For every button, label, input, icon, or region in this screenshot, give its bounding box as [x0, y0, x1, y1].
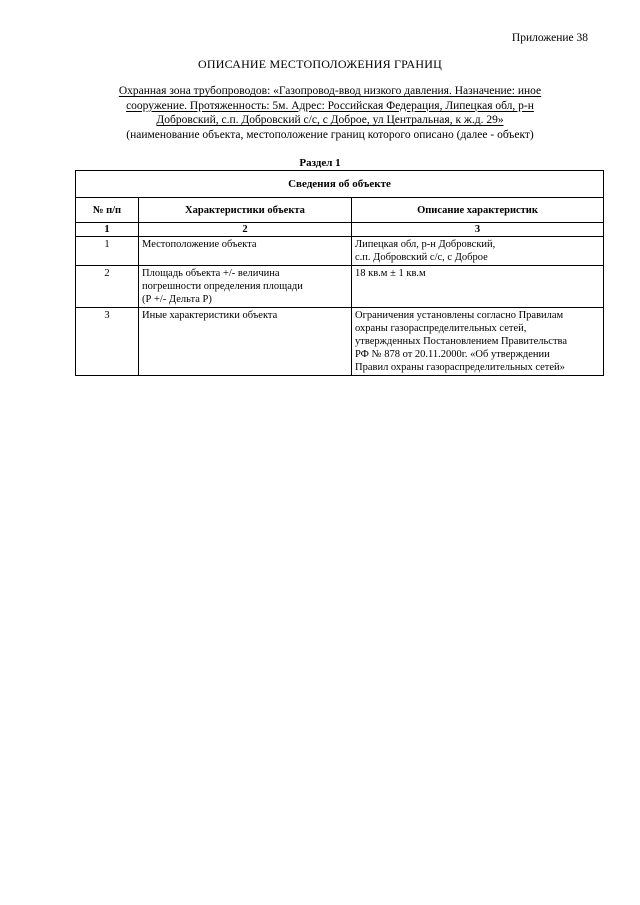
cell-line: с.п. Добровский с/с, с Доброе	[355, 252, 488, 263]
cell-line: 18 кв.м ± 1 кв.м	[355, 268, 426, 279]
row-description	[352, 308, 604, 376]
object-line: Добровский, с.п. Добровский с/с, с Доброе, ул Центральная, к ж.д. 29»	[156, 114, 504, 126]
cell-line: Площадь объекта +/- величина	[142, 268, 280, 279]
object-caption: (наименование объекта, местоположение границ которого описано (далее - объект)	[126, 128, 534, 141]
row-characteristic	[139, 237, 352, 266]
row-characteristic	[139, 266, 352, 308]
section-title: Раздел 1	[299, 157, 341, 169]
cell-line: РФ № 878 от 20.11.2000г. «Об утверждении	[355, 349, 550, 360]
object-info-table	[75, 170, 604, 376]
cell-line: (Р +/- Дельта Р)	[142, 294, 212, 305]
table-caption-row	[76, 171, 604, 198]
column-number: 2	[139, 223, 352, 237]
table-header-row	[76, 198, 604, 223]
cell-line: Правил охраны газораспределительных сетей»	[355, 362, 565, 373]
cell-line: Липецкая обл, р-н Добровский,	[355, 239, 496, 250]
column-number: 3	[352, 223, 604, 237]
object-description	[80, 84, 580, 142]
column-header-characteristic: Характеристики объекта	[139, 198, 352, 223]
cell-line: Ограничения установлены согласно Правилам	[355, 310, 564, 321]
row-characteristic	[139, 308, 352, 376]
cell-line: охраны газораспределительных сетей,	[355, 323, 527, 334]
table-row	[76, 237, 604, 266]
cell-line: Местоположение объекта	[142, 239, 257, 250]
row-description	[352, 237, 604, 266]
row-number: 1	[76, 237, 139, 266]
column-header-description: Описание характеристик	[352, 198, 604, 223]
cell-line: утвержденных Постановлением Правительства	[355, 336, 568, 347]
row-description	[352, 266, 604, 308]
column-number: 1	[76, 223, 139, 237]
column-header-number: № п/п	[76, 198, 139, 223]
cell-line: погрешности определения площади	[142, 281, 303, 292]
table-caption: Сведения об объекте	[76, 171, 604, 198]
cell-line: Иные характеристики объекта	[142, 310, 278, 321]
row-number: 2	[76, 266, 139, 308]
table-row	[76, 308, 604, 376]
appendix-label: Приложение 38	[511, 32, 588, 44]
object-line: Охранная зона трубопроводов: «Газопровод-ввод низкого давления. Назначение: иное	[118, 85, 542, 97]
column-number-row	[76, 223, 604, 237]
table-row	[76, 266, 604, 308]
row-number: 3	[76, 308, 139, 376]
document-title: ОПИСАНИЕ МЕСТОПОЛОЖЕНИЯ ГРАНИЦ	[198, 57, 442, 71]
object-line: сооружение. Протяженность: 5м. Адрес: Российская Федерация, Липецкая обл, р-н	[126, 99, 534, 112]
